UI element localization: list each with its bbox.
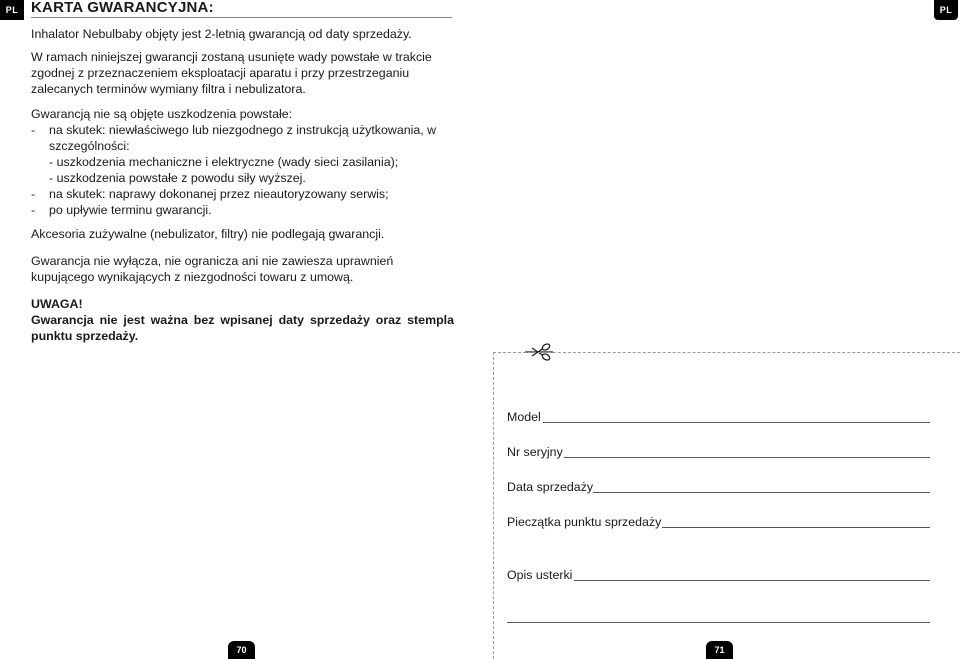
page-title: KARTA GWARANCYJNA: <box>31 0 214 16</box>
warning-label: UWAGA! <box>31 297 83 311</box>
exclusion-item-2-text: na skutek: naprawy dokonanej przez nieautoryzowany serwis; <box>49 187 389 201</box>
language-badge-left: PL <box>0 0 24 20</box>
exclusions-heading: Gwarancją nie są objęte uszkodzenia powstałe: <box>31 107 293 121</box>
list-dash: - <box>31 123 36 137</box>
field-defect-extra-line <box>507 622 930 623</box>
language-badge-right: PL <box>934 0 958 20</box>
field-sale-date-line <box>593 492 930 493</box>
rights-paragraph: Gwarancja nie wyłącza, nie ogranicza ani nie zawiesza uprawnień kupującego wynikających z niezgodności towaru z umową. <box>31 254 394 284</box>
coupon-cut-line-left <box>493 352 494 659</box>
scope-paragraph: W ramach niniejszej gwarancji zostaną usunięte wady powstałe w trakcie zgodnej z przeznaczeniem eksploatacji aparatu i przy przestrzeganiu zalecanych terminów wymiany filtra i nebulizatora. <box>31 50 432 96</box>
field-sale-date <box>507 479 930 495</box>
field-model <box>507 409 930 425</box>
exclusion-item-2 <box>31 186 454 202</box>
page-number-left: 70 <box>228 641 255 659</box>
exclusion-item-3 <box>31 202 454 218</box>
accessories-paragraph: Akcesoria zużywalne (nebulizator, filtry) nie podlegają gwarancji. <box>31 227 385 241</box>
list-dash: - <box>31 187 36 201</box>
field-stamp <box>507 514 930 530</box>
warning-line-1: Gwarancja nie jest ważna bez wpisanej daty sprzedaży oraz stempla <box>31 313 454 327</box>
field-model-label: Model <box>507 410 541 424</box>
exclusion-item-1-line1: na skutek: niewłaściwego lub niezgodnego z instrukcją użytkowania, w <box>49 123 437 137</box>
field-sale-date-label: Data sprzedaży <box>507 480 594 494</box>
title-divider <box>31 17 452 18</box>
warning-line-2: punktu sprzedaży. <box>31 329 139 343</box>
intro-paragraph: Inhalator Nebulbaby objęty jest 2-letnią gwarancją od daty sprzedaży. <box>31 27 412 41</box>
exclusion-sub-1: - uszkodzenia mechaniczne i elektryczne (wady sieci zasilania); <box>49 155 399 169</box>
coupon-cut-line-top <box>493 352 960 353</box>
list-dash: - <box>31 203 36 217</box>
exclusion-item-1-line2: szczególności: <box>49 139 130 153</box>
exclusion-item-3-text: po upływie terminu gwarancji. <box>49 203 212 217</box>
page-number-right: 71 <box>706 641 733 659</box>
field-serial-label: Nr seryjny <box>507 445 563 459</box>
field-stamp-label: Pieczątka punktu sprzedaży <box>507 515 662 529</box>
field-defect-line <box>574 580 930 581</box>
field-stamp-line <box>662 527 930 528</box>
field-model-line <box>543 422 930 423</box>
field-defect <box>507 567 930 583</box>
field-serial-line <box>564 457 930 458</box>
field-serial <box>507 444 930 460</box>
exclusion-item-1 <box>31 122 454 138</box>
field-defect-label: Opis usterki <box>507 568 573 582</box>
exclusion-sub-2: - uszkodzenia powstałe z powodu siły wyższej. <box>49 171 306 185</box>
